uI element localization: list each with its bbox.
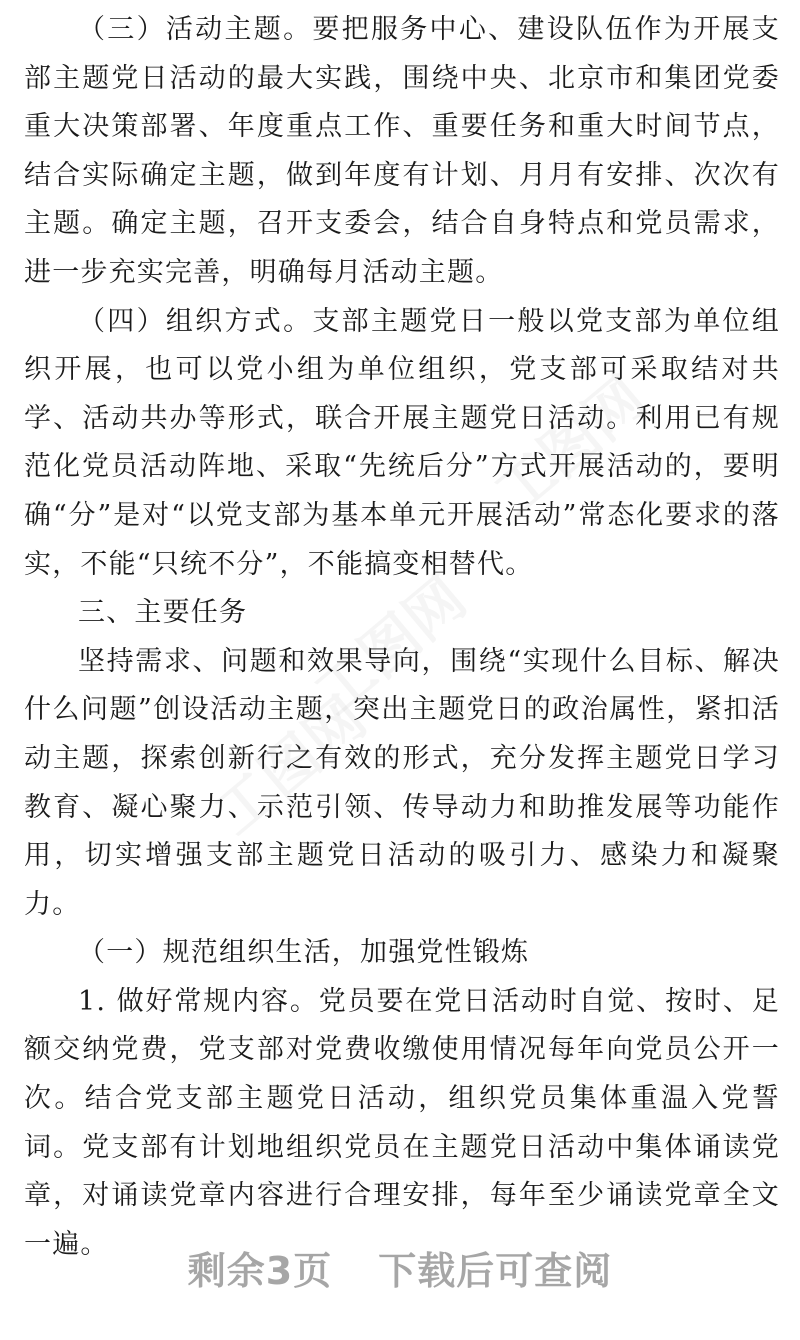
watermark: 工图网 — [301, 563, 479, 728]
remaining-pages-text: 剩余3页 — [187, 1249, 333, 1293]
watermark: 工图网 — [201, 683, 379, 848]
section-heading-main-tasks: 三、主要任务 — [78, 597, 248, 629]
paragraph-activity-theme: （三）活动主题。要把服务中心、建设队伍作为开展支部主题党日活动的最大实践，围绕中央、北京市和集团党委重大决策部署、年度重点工作、重要任务和重大时间节点，结合实际确定主题，做到年度有计划、月月有安排、次次有主题。确定主题，召开支委会，结合自身特点和党员需求，进一步充实完善，明确每月活动主题。 — [24, 14, 780, 288]
download-hint-text: 下载后可查阅 — [378, 1249, 613, 1293]
paragraph-organization-method: （四）组织方式。支部主题党日一般以党支部为单位组织开展，也可以党小组为单位组织，党支部可采取结对共学、活动共办等形式，联合开展主题党日活动。利用已有规范化党员活动阵地、采取“先统后分”方式开展活动的，要明确“分”是对“以党支部为基本单元开展活动”常态化要求的落实，不能“只统不分”，不能搞变相替代。 — [24, 305, 780, 580]
document-body — [24, 0, 780, 1269]
download-prompt[interactable] — [0, 1240, 800, 1295]
paragraph-item-one: 1. 做好常规内容。党员要在党日活动时自觉、按时、足额交纳党费，党支部对党费收缴使用情况每年向党员公开一次。结合党支部主题党日活动，组织党员集体重温入党誓词。党支部有计划地组织党员在主题党日活动中集体诵读党章，对诵读党章内容进行合理安排，每年至少诵读党章全文一遍。 — [24, 985, 780, 1260]
subsection-heading-one: （一）规范组织生活，加强党性锻炼 — [78, 937, 530, 969]
watermark: 工图网 — [481, 363, 659, 528]
paragraph-main-tasks-intro: 坚持需求、问题和效果导向，围绕“实现什么目标、解决什么问题”创设活动主题，突出主题党日的政治属性，紧扣活动主题，探索创新行之有效的形式，充分发挥主题党日学习教育、凝心聚力、示范引领、传导动力和助推发展等功能作用，切实增强支部主题党日活动的吸引力、感染力和凝聚力。 — [24, 645, 780, 920]
